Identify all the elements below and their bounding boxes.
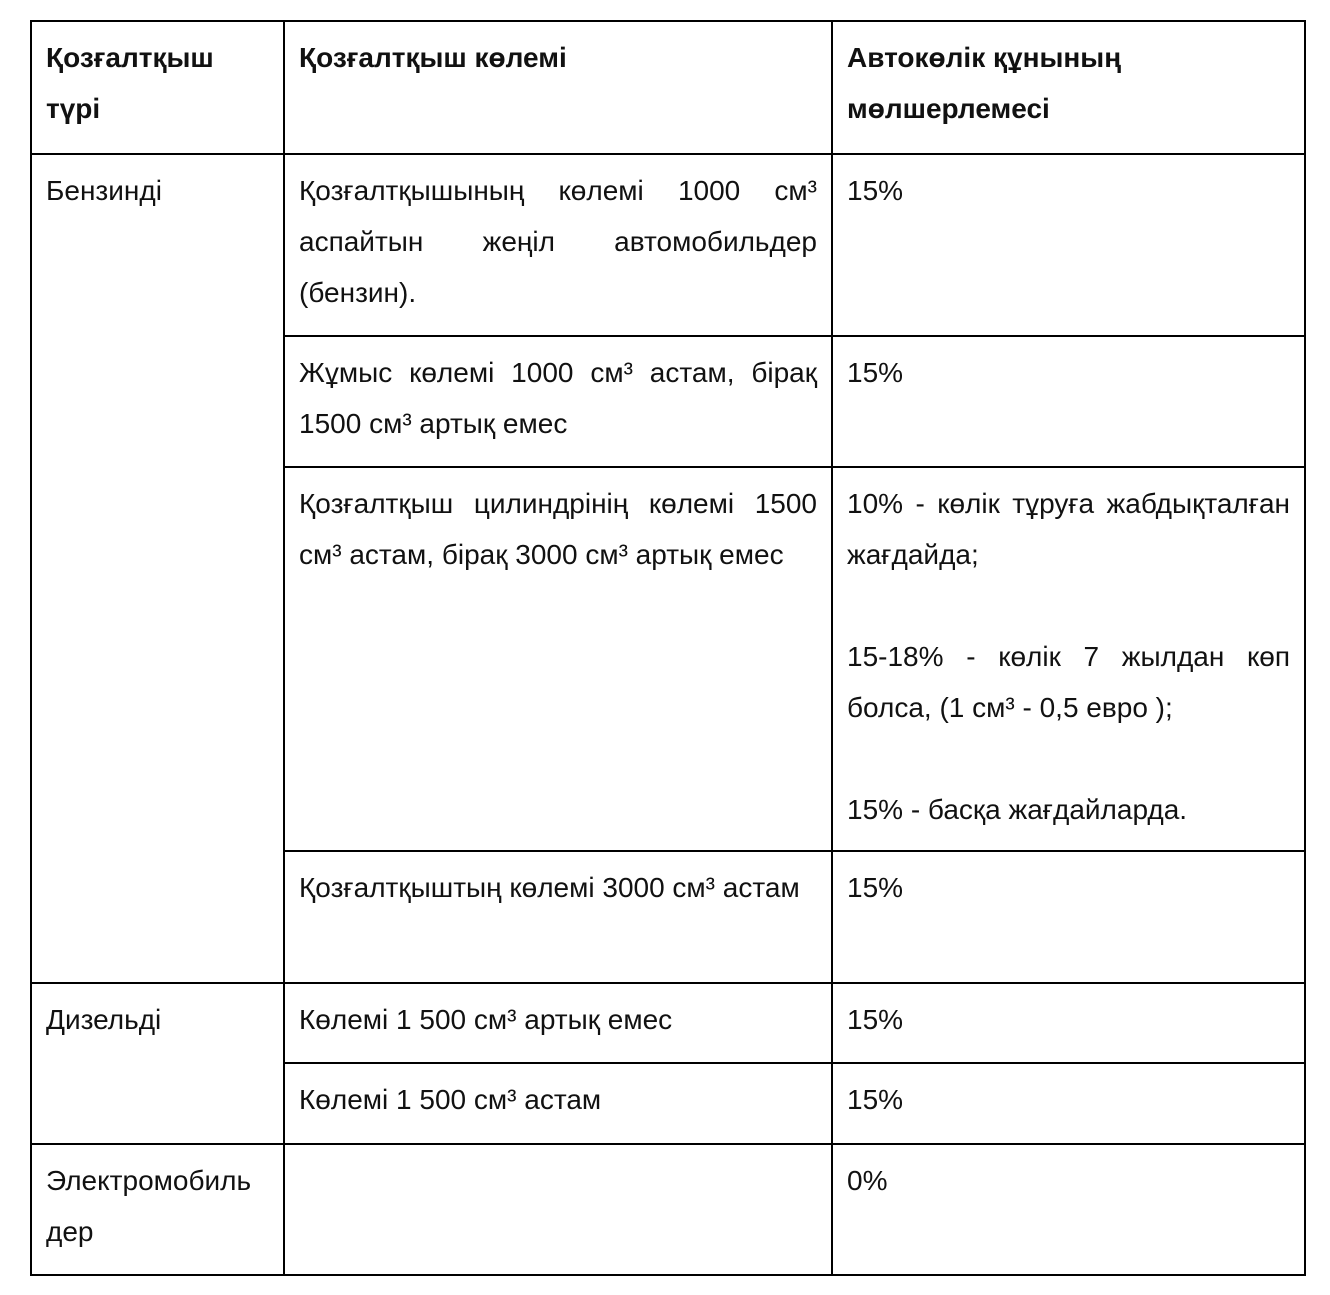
header-engine-type: Қозғалтқыш түрі: [31, 21, 284, 154]
volume-cell: [284, 1144, 832, 1275]
header-rate: Автокөлік құнының мөлшерлемесі: [832, 21, 1305, 154]
rate-line: 15-18% - көлік 7 жылдан көп болса, (1 см³ - 0,5 евро );: [847, 641, 1290, 723]
rate-cell: 15%: [832, 1063, 1305, 1144]
rate-cell: [832, 467, 1305, 851]
rate-cell: 0%: [832, 1144, 1305, 1275]
rate-line: 15% - басқа жағдайларда.: [847, 794, 1188, 825]
volume-cell: Жұмыс көлемі 1000 см³ астам, бірақ 1500 см³ артық емес: [284, 336, 832, 467]
rate-spacer: [847, 733, 1290, 784]
table-row: [31, 154, 1305, 336]
rate-cell: 15%: [832, 983, 1305, 1063]
engine-rate-table: [30, 20, 1306, 1276]
table-row: [31, 1144, 1305, 1275]
engine-type-cell: Дизельді: [31, 983, 284, 1144]
engine-type-cell: Бензинді: [31, 154, 284, 983]
volume-cell: Көлемі 1 500 см³ астам: [284, 1063, 832, 1144]
volume-cell: Қозғалтқыш цилиндрінің көлемі 1500 см³ астам, бірақ 3000 см³ артық емес: [284, 467, 832, 851]
rate-spacer: [847, 580, 1290, 631]
volume-cell: Қозғалтқышының көлемі 1000 см³ аспайтын жеңіл автомобильдер (бензин).: [284, 154, 832, 336]
rate-cell: 15%: [832, 154, 1305, 336]
rate-cell: 15%: [832, 851, 1305, 983]
header-row: [31, 21, 1305, 154]
header-engine-volume: Қозғалтқыш көлемі: [284, 21, 832, 154]
table-row: [31, 983, 1305, 1063]
volume-cell: Көлемі 1 500 см³ артық емес: [284, 983, 832, 1063]
volume-cell: Қозғалтқыштың көлемі 3000 см³ астам: [284, 851, 832, 983]
rate-line: 10% - көлік тұруға жабдықталған жағдайда;: [847, 488, 1290, 570]
rate-cell: 15%: [832, 336, 1305, 467]
engine-type-cell: Электромобиль дер: [31, 1144, 284, 1275]
